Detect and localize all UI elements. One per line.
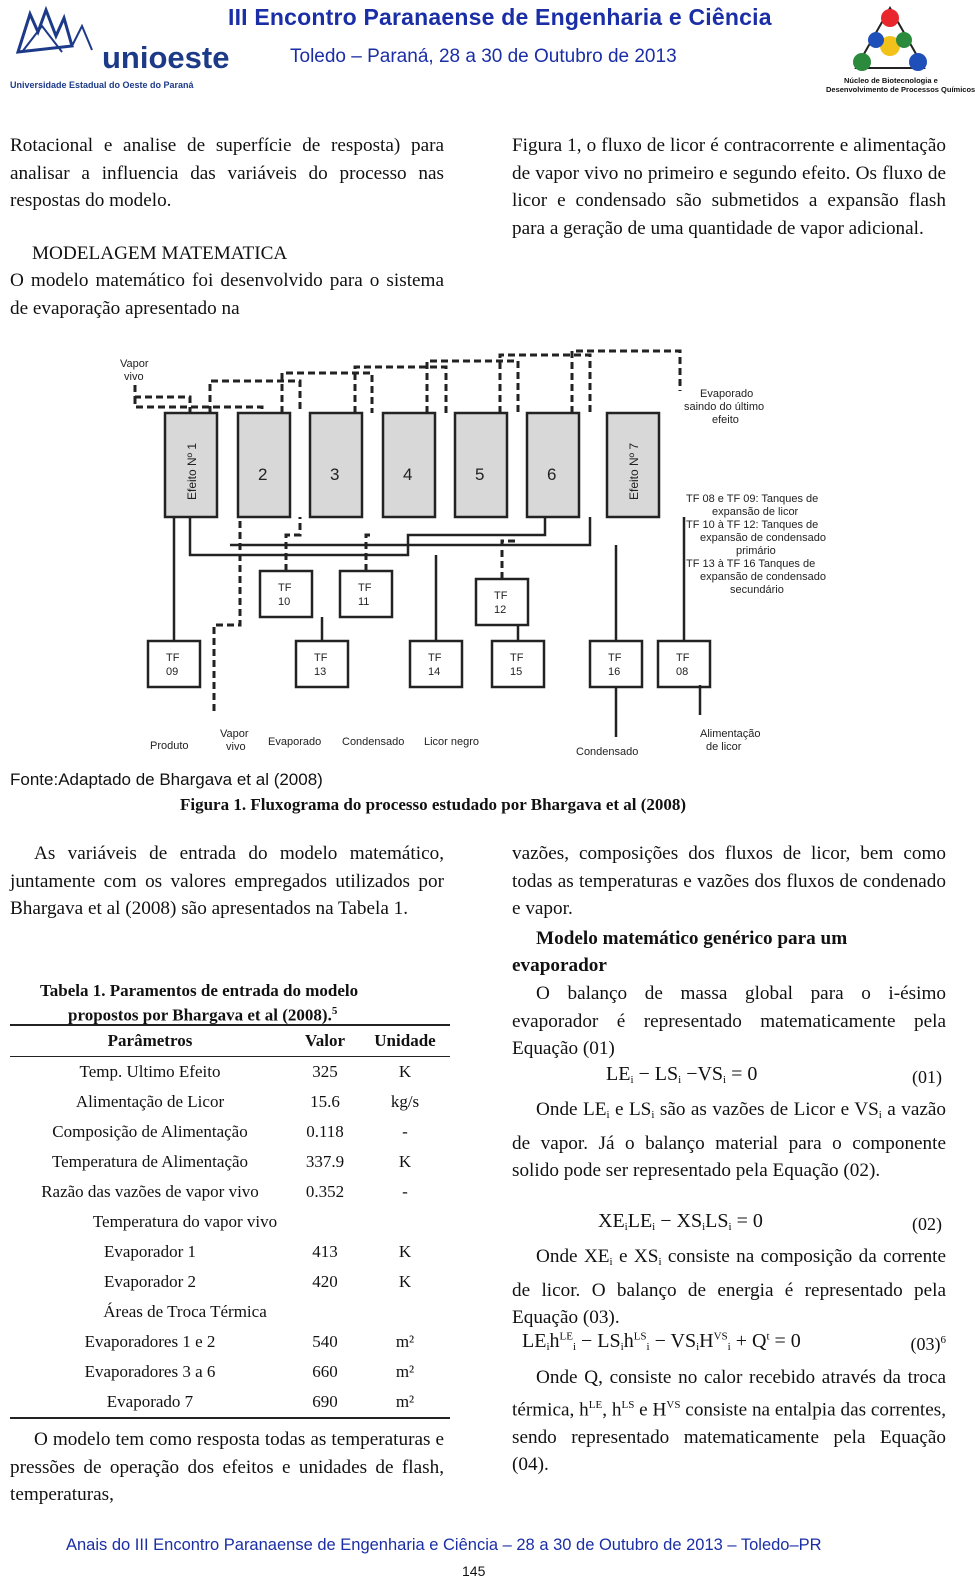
table-row <box>10 1327 450 1357</box>
process-flowsheet-figure <box>0 345 950 765</box>
intro-paragraph: Rotacional e analise de superfície de resposta) para analisar a influencia das variáveis do processo nas respostas do modelo. <box>10 135 444 212</box>
left-column-top <box>10 132 444 323</box>
col-header-params: Parâmetros <box>107 1031 193 1050</box>
unioeste-logo <box>10 4 230 90</box>
tf09-number: 09 <box>166 666 179 678</box>
event-title: III Encontro Paranaense de Engenharia e Ciência <box>228 4 772 30</box>
table-caption-line-1: Tabela 1. Paramentos de entrada do modelo <box>40 981 359 1000</box>
cell-value: 540 <box>312 1332 338 1351</box>
cell-value: 337.9 <box>305 1152 345 1171</box>
fig-legend-licor: Licor negro <box>424 736 480 748</box>
cell-unit: - <box>402 1182 408 1201</box>
fig-legend-cond: Condensado <box>342 736 405 748</box>
cell-group: Temperatura do vapor vivo <box>92 1212 278 1231</box>
superscript-vs: VS <box>666 1398 681 1411</box>
tf08-number: 08 <box>676 666 689 678</box>
fig-legend-evap: Evaporado <box>268 736 322 748</box>
page-number: 145 <box>462 1563 486 1579</box>
table-row <box>10 1357 450 1387</box>
tf11-number: 11 <box>358 596 370 608</box>
cell-value: 413 <box>312 1242 338 1261</box>
cell-param: Evaporador 1 <box>103 1242 197 1261</box>
cell-param: Temp. Ultimo Efeito <box>79 1062 221 1081</box>
cell-value: 0.352 <box>305 1182 345 1201</box>
tf11-label: TF <box>358 582 372 594</box>
table-group-row <box>10 1297 450 1327</box>
header <box>0 0 975 100</box>
fig-alim-1: Alimentação <box>700 728 761 740</box>
unioeste-caption: Universidade Estadual do Oeste do Paraná <box>10 80 194 90</box>
fig-effect-5: 5 <box>475 465 485 484</box>
subscript-i: i <box>606 1109 610 1121</box>
fig-note-2: expansão de licor <box>712 506 799 518</box>
cell-value: 690 <box>312 1392 338 1411</box>
p3-text-b: e LS <box>609 1099 652 1120</box>
cell-value: 325 <box>312 1062 338 1081</box>
table-caption <box>10 980 444 1026</box>
cell-unit: m² <box>395 1332 415 1351</box>
equation-03-expression: $LE_ih^{LE}_i - LS_ih^{LS}_i - VS_iH^{VS}_i + Q^t = 0$ <box>522 1330 801 1353</box>
fig-note-8: secundário <box>730 584 784 596</box>
right-column-top <box>512 132 946 242</box>
subscript-i: i <box>651 1109 655 1121</box>
cell-unit: K <box>398 1242 412 1261</box>
composition-paragraph <box>512 1243 946 1332</box>
table-row <box>10 1087 450 1117</box>
fig-vapor-top: Vapor <box>120 358 149 370</box>
nbq-caption-1: Núcleo de Biotecnologia e <box>844 76 938 85</box>
p5-text-c: e H <box>634 1398 667 1420</box>
cell-param: Evaporadores 3 a 6 <box>84 1362 216 1381</box>
model-response-paragraph: O modelo tem como resposta todas as temperaturas e pressões de operação dos efeitos e unidades de flash, temperaturas, <box>10 1429 444 1506</box>
p5-text-b: , h <box>602 1398 622 1420</box>
unioeste-emblem-icon <box>12 6 104 58</box>
cell-unit: m² <box>395 1392 415 1411</box>
equation-03-ref: 6 <box>940 1334 946 1346</box>
fig-effect-3: 3 <box>330 465 340 484</box>
cell-param: Temperatura de Alimentação <box>51 1152 249 1171</box>
fig-evap-out-1: Evaporado <box>700 388 754 400</box>
table-row <box>10 1147 450 1177</box>
table-caption-line-2: propostos por Bhargava et al (2008). <box>68 1005 332 1025</box>
generic-model-heading: Modelo matemático genérico para um evaporador <box>512 927 848 977</box>
left-column-bottom <box>10 1426 444 1509</box>
flow-paragraph: Figura 1, o fluxo de licor é contracorrente e alimentação de vapor vivo no primeiro e segundo efeito. Os fluxo de licor e condensado são submetidos a expansão flash para a geração de uma quantidade de vapor adicional. <box>512 135 946 239</box>
table-row <box>10 1057 450 1088</box>
flows-paragraph: vazões, composições dos fluxos de licor, bem como todas as temperaturas e vazões dos fluxos de condenado e vapor. <box>512 843 946 920</box>
fig-note-1: TF 08 e TF 09: Tanques de <box>686 493 819 505</box>
footer-text: Anais do III Encontro Paranaense de Engenharia e Ciência – 28 a 30 de Outubro de 2013 – Toledo–PR <box>66 1536 822 1554</box>
col-header-unit: Unidade <box>374 1031 436 1050</box>
fig-alim-2: de licor <box>706 741 742 753</box>
model-paragraph: O modelo matemático foi desenvolvido para o sistema de evaporação apresentado na <box>10 270 444 319</box>
mass-balance-paragraph: O balanço de massa global para o i-ésimo evaporador é representado matematicamente pela Equação (01) <box>512 982 946 1060</box>
right-p3 <box>512 1096 946 1185</box>
cell-group: Áreas de Troca Térmica <box>103 1302 267 1321</box>
right-p4 <box>512 1243 946 1332</box>
fig-note-6: TF 13 à TF 16 Tanques de <box>686 558 816 570</box>
cell-unit: - <box>402 1122 408 1141</box>
cell-param: Composição de Alimentação <box>52 1122 248 1141</box>
p4-text-a: Onde XE <box>536 1246 610 1267</box>
superscript-le: LE <box>588 1398 603 1411</box>
tf14-label: TF <box>428 652 442 664</box>
cell-param: Evaporador 2 <box>103 1272 197 1291</box>
table-group-row <box>10 1207 450 1237</box>
table-header-row <box>10 1026 450 1057</box>
table-row <box>10 1237 450 1267</box>
parameters-table <box>10 1024 450 1419</box>
superscript-ls: LS <box>621 1398 635 1411</box>
fig-effect-4: 4 <box>403 465 413 484</box>
fig-note-7: expansão de condensado <box>700 571 826 583</box>
figure-source: Fonte:Adaptado de Bhargava et al (2008) <box>10 770 323 789</box>
p5-text-a: Onde Q, consiste no calor recebido através da troca térmica, h <box>512 1367 946 1420</box>
right-column-lower <box>512 840 946 1063</box>
fig-note-5: primário <box>736 545 776 557</box>
tf13-label: TF <box>314 652 328 664</box>
tf12-number: 12 <box>494 604 507 616</box>
equation-02 <box>512 1210 946 1240</box>
cell-value: 660 <box>312 1362 338 1381</box>
equation-03-label: (03) <box>910 1334 941 1354</box>
equation-02-number: (02) <box>912 1214 942 1234</box>
p4-text-b: e XS <box>612 1246 659 1267</box>
figure-caption: Figura 1. Fluxograma do processo estudado por Bhargava et al (2008) <box>180 795 687 814</box>
fig-effect-6: 6 <box>547 465 557 484</box>
equation-02-expression: $XE_iLE_i - XS_iLS_i = 0$ <box>598 1210 763 1233</box>
cell-param: Razão das vazões de vapor vivo <box>41 1182 259 1201</box>
tf10-number: 10 <box>278 596 291 608</box>
tf15-number: 15 <box>510 666 523 678</box>
subscript-i: i <box>609 1256 613 1268</box>
equation-01 <box>512 1063 946 1093</box>
tf15-label: TF <box>510 652 524 664</box>
equation-01-number: (01) <box>912 1067 942 1087</box>
fig-evap-out-2: saindo do último <box>684 401 765 413</box>
fig-produto: Produto <box>150 740 189 752</box>
table-row <box>10 1117 450 1147</box>
cell-value: 15.6 <box>310 1092 340 1111</box>
enthalpy-paragraph <box>512 1364 946 1479</box>
fig-note-3: TF 10 à TF 12: Tanques de <box>686 519 819 531</box>
equation-03 <box>512 1330 946 1360</box>
section-heading: MODELAGEM MATEMATICA <box>32 242 288 264</box>
unioeste-wordmark: unioeste <box>102 40 230 75</box>
fig-note-4: expansão de condensado <box>700 532 826 544</box>
right-p5 <box>512 1364 946 1479</box>
tf16-number: 16 <box>608 666 621 678</box>
tf16-label: TF <box>608 652 622 664</box>
tf12-label: TF <box>494 590 508 602</box>
p5-text-d: consiste na entalpia das correntes, sendo representado matematicamente pela Equação (04). <box>512 1398 947 1476</box>
subscript-i: i <box>878 1109 882 1121</box>
equation-03-number <box>911 1334 947 1355</box>
event-subtitle: Toledo – Paraná, 28 a 30 de Outubro de 2013 <box>290 46 677 67</box>
cell-unit: K <box>398 1152 412 1171</box>
table-caption-ref: 5 <box>331 1005 338 1017</box>
p3-text-a: Onde LE <box>536 1099 607 1120</box>
cell-unit: K <box>398 1062 412 1081</box>
flow-definitions-paragraph <box>512 1096 946 1185</box>
fig-vivo-top: vivo <box>124 371 144 383</box>
p3-text-d: a vazão de vapor. Já o balanço material para o componente solido pode ser representado pela Equação (02). <box>512 1099 946 1182</box>
table-row <box>10 1387 450 1417</box>
equation-01-expression: $LE_i - LS_i -VS_i = 0$ <box>606 1063 758 1086</box>
nbq-emblem-icon <box>850 4 930 74</box>
tf13-number: 13 <box>314 666 327 678</box>
cell-value: 0.118 <box>306 1122 344 1141</box>
nbq-logo <box>826 4 975 96</box>
tf14-number: 14 <box>428 666 441 678</box>
cell-unit: kg/s <box>390 1092 420 1111</box>
fig-effect-2: 2 <box>258 465 268 484</box>
col-header-value: Valor <box>305 1031 345 1050</box>
fig-condensado: Condensado <box>576 746 639 758</box>
p4-text-c: consiste na composição da corrente de licor. O balanço de energia é representado pela Equação (03). <box>512 1246 947 1329</box>
fig-efeito-1: Efeito Nº 1 <box>185 442 199 500</box>
table-row <box>10 1177 450 1207</box>
cell-param: Alimentação de Licor <box>75 1092 225 1111</box>
variables-paragraph: As variáveis de entrada do modelo matemático, juntamente com os valores empregados utilizados por Bhargava et al (2008) são apresentados na Tabela 1. <box>10 843 444 920</box>
cell-value: 420 <box>312 1272 338 1291</box>
tf09-label: TF <box>166 652 180 664</box>
cell-unit: m² <box>395 1362 415 1381</box>
tf10-label: TF <box>278 582 292 594</box>
cell-unit: K <box>398 1272 412 1291</box>
fig-evap-out-3: efeito <box>712 414 739 426</box>
p3-text-c: são as vazões de Licor e VS <box>654 1099 879 1120</box>
subscript-i: i <box>658 1256 662 1268</box>
fig-efeito-7: Efeito Nº 7 <box>627 442 641 500</box>
tf08-label: TF <box>676 652 690 664</box>
cell-param: Evaporadores 1 e 2 <box>84 1332 216 1351</box>
fig-vapor-bottom: Vapor <box>220 728 249 740</box>
cell-param: Evaporado 7 <box>106 1392 194 1411</box>
fig-vivo-bottom: vivo <box>226 741 246 753</box>
table-row <box>10 1267 450 1297</box>
left-column-lower <box>10 840 444 923</box>
nbq-caption-2: Desenvolvimento de Processos Químicos <box>826 85 975 94</box>
